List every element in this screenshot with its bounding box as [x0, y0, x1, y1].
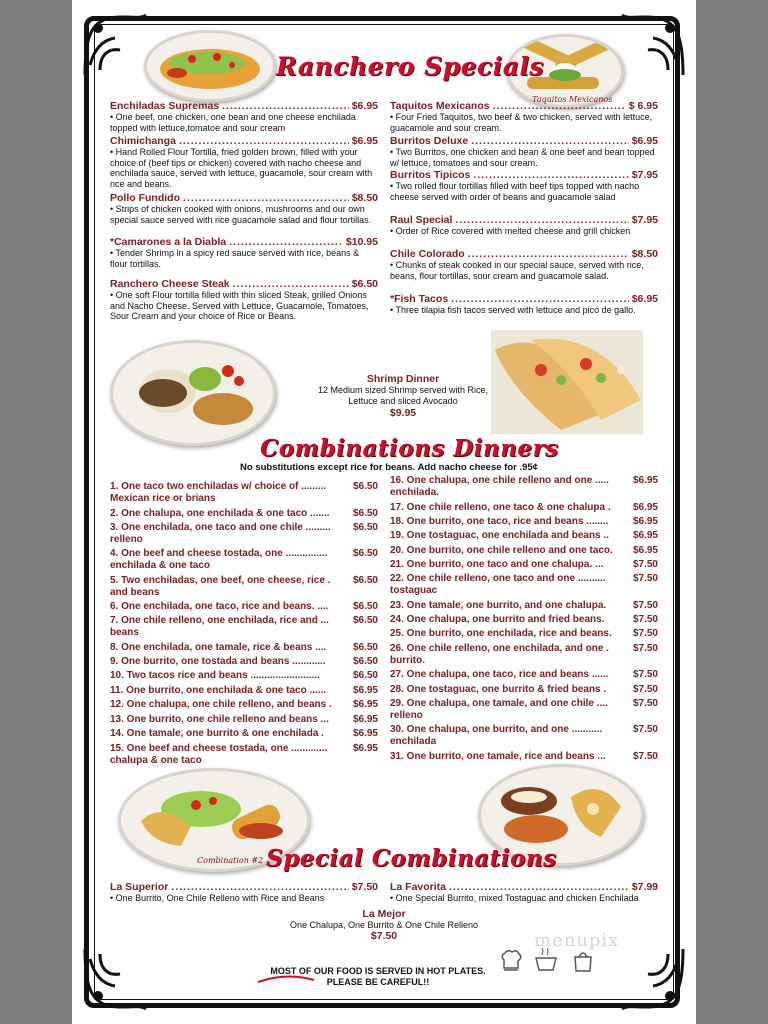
caption-taquitos: Taquitos Mexicanos	[532, 95, 613, 104]
menu-item	[390, 293, 658, 316]
combo-item-text: 4. One beef and cheese tostada, one ...............	[110, 548, 328, 559]
combo-item-price: $6.95	[352, 714, 378, 725]
combo-item-price: $7.50	[632, 751, 658, 762]
combo-item-price: $6.50	[352, 508, 378, 519]
combo-item	[110, 508, 378, 520]
combo-item-row	[110, 522, 378, 534]
combo-item	[110, 714, 378, 726]
menu-item-name: Burritos Deluxe	[390, 135, 469, 147]
caption-combination-2: Combination #2	[197, 856, 264, 865]
combo-item	[110, 522, 378, 546]
menu-item-name: La Superior	[110, 881, 169, 893]
combo-item	[390, 751, 658, 763]
combo-item	[110, 743, 378, 767]
combinations-note: No substitutions except rice for beans. Add nacho cheese for .95¢	[240, 462, 538, 473]
dot-leader	[451, 293, 629, 305]
combo-item	[390, 669, 658, 681]
combo-item	[110, 656, 378, 668]
combo-item-text: 9. One burrito, one tostada and beans ............	[110, 656, 326, 667]
ornament-corner-bottom-right	[618, 944, 688, 1014]
menu-item-name: Chile Colorado	[390, 248, 465, 260]
menu-item	[110, 278, 378, 322]
combo-item	[390, 724, 658, 748]
photo-camarones-plate	[110, 340, 276, 446]
combo-item-price: $6.95	[352, 685, 378, 696]
combo-item-row	[110, 670, 378, 682]
menu-item	[390, 881, 658, 904]
combo-item	[390, 559, 658, 571]
menu-item-description: • Three tilapia fish tacos served with lettuce and pico de gallo.	[390, 305, 636, 315]
menu-item-price: $6.95	[631, 293, 658, 305]
combo-item-row	[110, 728, 378, 740]
chef-hat-icon	[498, 948, 524, 974]
combo-item-text: 7. One chile relleno, one enchilada, rice and ...	[110, 615, 329, 626]
combo-item-row	[390, 724, 658, 736]
combo-item	[390, 573, 658, 597]
menu-item	[110, 135, 378, 189]
combo-item	[110, 699, 378, 711]
combo-item-text: 22. One chile relleno, one taco and one ..........	[390, 573, 606, 584]
combo-item-price: $6.95	[352, 699, 378, 710]
combo-item	[110, 601, 378, 613]
menu-item-header	[110, 135, 378, 147]
combo-item-price: $6.95	[632, 502, 658, 513]
menu-item	[110, 192, 378, 225]
combo-item	[110, 615, 378, 639]
combo-item-text: 30. One chalupa, one burrito, and one ...........	[390, 724, 603, 735]
combo-item-price: $7.50	[632, 600, 658, 611]
combo-item-price: $7.50	[632, 559, 658, 570]
combo-item-text: 14. One tamale, one burrito & one enchilada .	[110, 728, 324, 739]
combo-item-row	[110, 508, 378, 520]
combo-item-price: $6.95	[352, 728, 378, 739]
combo-item	[390, 530, 658, 542]
combo-item-text-continued: beans	[110, 627, 139, 638]
la-mejor	[272, 908, 496, 942]
combo-item	[390, 475, 658, 499]
la-mejor-price: $7.50	[370, 930, 398, 942]
combo-item-price: $6.50	[352, 656, 378, 667]
combo-item	[390, 516, 658, 528]
photo-fish-tacos	[491, 330, 643, 434]
combo-item-text-continued: enchilada	[390, 736, 437, 747]
combo-item-price: $6.95	[632, 475, 658, 486]
menu-item-description: • Four Fried Taquitos, two beef & two chicken, served with lettuce, guacamole and sour cream.	[390, 112, 653, 133]
menu-item-description: • One beef, one chicken, one bean and one cheese enchilada topped with lettuce,tomatoe and sour cream	[110, 112, 356, 133]
menu-item-name: Enchiladas Supremas	[110, 100, 220, 112]
watermark-icons	[498, 948, 596, 974]
menu-item-price: $8.50	[351, 192, 378, 204]
combo-item-text: 16. One chalupa, one chile relleno and one .....	[390, 475, 609, 486]
combo-item-price: $6.95	[352, 743, 378, 754]
combo-item-price: $7.50	[632, 573, 658, 584]
section-title-combinations: Combinations Dinners	[260, 435, 559, 462]
combo-item-row	[110, 642, 378, 654]
combo-item-row	[390, 614, 658, 626]
combo-item-row	[110, 699, 378, 711]
combo-item-row	[110, 601, 378, 613]
combo-item-text-continued: burrito.	[390, 655, 425, 666]
combo-item-text: 2. One chalupa, one enchilada & one taco .......	[110, 508, 330, 519]
la-mejor-desc: One Chalupa, One Burrito & One Chile Relleno	[289, 920, 479, 930]
combo-item-text: 3. One enchilada, one taco and one chile .........	[110, 522, 331, 533]
menu-item-header	[390, 169, 658, 181]
dot-leader	[171, 881, 348, 893]
menu-item-description: • Two rolled flour tortillas filled with beef tips topped with nacho cheese served with order of beans and guacamole salad	[390, 181, 640, 202]
menu-item-header	[110, 881, 378, 893]
ornament-corner-bottom-left	[80, 944, 150, 1014]
menu-item-price: $ 6.95	[628, 100, 658, 112]
combo-item-row	[390, 751, 658, 763]
menu-item-price: $10.95	[345, 236, 378, 248]
combo-item	[110, 685, 378, 697]
combo-item-text-continued: and beans	[110, 587, 160, 598]
menu-item-name: Taquitos Mexicanos	[390, 100, 490, 112]
swoosh-decoration	[256, 974, 316, 984]
combo-item-row	[110, 656, 378, 668]
combo-item-price: $7.50	[632, 698, 658, 709]
combo-item-price: $7.50	[632, 614, 658, 625]
menu-item-price: $6.95	[351, 100, 378, 112]
combo-item-text: 26. One chile relleno, one enchilada, and one .	[390, 643, 609, 654]
menu-item-name: Raul Special	[390, 214, 453, 226]
menu-item-price: $8.50	[631, 248, 658, 260]
combo-item-price: $7.50	[632, 628, 658, 639]
dot-leader	[183, 192, 349, 204]
combo-item-row	[110, 575, 378, 587]
menu-item-header	[390, 293, 658, 305]
menu-item-price: $7.50	[351, 881, 378, 893]
combo-item	[110, 670, 378, 682]
combo-item-text: 29. One chalupa, one tamale, and one chile ....	[390, 698, 608, 709]
combo-item	[390, 684, 658, 696]
combo-item-text: 27. One chalupa, one taco, rice and beans ......	[390, 669, 609, 680]
combo-item-text: 12. One chalupa, one chile relleno, and beans .	[110, 699, 332, 710]
menu-item	[390, 100, 658, 133]
menu-item-description: • Strips of chicken cooked with onions, mushrooms and our own special sauce served with rice guacamole salad and flour tortillas.	[110, 204, 372, 225]
combo-item	[390, 545, 658, 557]
combo-item-row	[390, 475, 658, 487]
combo-item-text-continued: tostaguac	[390, 585, 438, 596]
menu-item-header	[110, 278, 378, 290]
combo-item	[110, 575, 378, 599]
menu-item-price: $6.50	[351, 278, 378, 290]
combo-item-price: $6.50	[352, 548, 378, 559]
menu-item-header	[390, 214, 658, 226]
menu-item	[390, 169, 658, 202]
combo-item-price: $6.50	[352, 670, 378, 681]
menu-item-description: • One Special Burrito, mixed Tostaguac and chicken Enchilada	[390, 893, 639, 903]
menu-item-description: • Order of Rice covered with melted cheese and grill chicken	[390, 226, 631, 236]
combo-item	[390, 698, 658, 722]
menu-item-description: • One Burrito, One Chile Relleno with Rice and Beans	[110, 893, 325, 903]
dot-leader	[233, 278, 349, 290]
combo-item-text-continued: enchilada & one taco	[110, 560, 211, 571]
menu-item-description: • Two Burritos, one chicken and bean & one beef and bean topped w/ lettuce, tomatoes and sour cream.	[390, 147, 655, 168]
combo-item-row	[110, 685, 378, 697]
menu-item	[390, 214, 658, 237]
menu-item	[110, 236, 378, 269]
combo-item-price: $7.50	[632, 684, 658, 695]
combo-item-row	[110, 481, 378, 493]
combo-item-price: $6.50	[352, 642, 378, 653]
menu-item-header	[110, 100, 378, 112]
combo-item-text-continued: enchilada.	[390, 487, 439, 498]
shrimp-dinner-desc: 12 Medium sized Shrimp served with Rice, Lettuce and sliced Avocado	[317, 385, 489, 406]
menu-item-description: • Tender Shrimp in a spicy red sauce served with rice, beans & flour tortillas.	[110, 248, 360, 269]
combo-item-price: $6.50	[352, 615, 378, 626]
combo-item-row	[110, 714, 378, 726]
bag-icon	[570, 948, 596, 974]
menu-item-name: Burritos Tipicos	[390, 169, 471, 181]
warning-line-2: PLEASE BE CAREFUL!!	[326, 977, 430, 987]
combo-item-text: 21. One burrito, one taco and one chalupa. ...	[390, 559, 604, 570]
combo-item-row	[390, 669, 658, 681]
combo-item-text: 13. One burrito, one chile relleno and beans ...	[110, 714, 329, 725]
cup-icon	[532, 948, 562, 974]
menu-item	[110, 881, 378, 904]
combo-item-text: 28. One tostaguac, one burrito & fried beans .	[390, 684, 607, 695]
combo-item-text: 6. One enchilada, one taco, rice and beans. ....	[110, 601, 329, 612]
combo-item-price: $7.50	[632, 643, 658, 654]
combo-item-text: 19. One tostaguac, one enchilada and beans ..	[390, 530, 609, 541]
combo-item-text-continued: Mexican rice or brians	[110, 493, 216, 504]
combo-item-row	[390, 502, 658, 514]
menu-page	[72, 0, 696, 1024]
menu-item-name: Ranchero Cheese Steak	[110, 278, 230, 290]
menu-item-header	[390, 248, 658, 260]
la-mejor-name: La Mejor	[362, 908, 406, 920]
combo-item-text: 11. One burrito, one enchilada & one taco ......	[110, 685, 327, 696]
dot-leader	[455, 214, 628, 226]
combo-item-text: 10. Two tacos rice and beans .........................	[110, 670, 320, 681]
combo-item-text: 25. One burrito, one enchilada, rice and beans.	[390, 628, 612, 639]
menu-item-description: • One soft Flour tortilla filled with thin sliced Steak, grilled Onions and Nacho Cheese. Served with Lettuce, Guacamole, Tomatoes, Sour Cream and your choice of Rice or Beans.	[110, 290, 369, 322]
shrimp-dinner-price: $9.95	[389, 407, 417, 419]
menu-item-header	[110, 192, 378, 204]
combo-item-text: 1. One taco two enchiladas w/ choice of .........	[110, 481, 327, 492]
dot-leader	[493, 100, 626, 112]
menu-item-price: $6.95	[631, 135, 658, 147]
section-title-ranchero: Ranchero Specials	[276, 52, 545, 81]
combo-item-price: $6.95	[632, 545, 658, 556]
combo-item-row	[390, 684, 658, 696]
combo-item	[390, 502, 658, 514]
combo-item-price: $6.50	[352, 601, 378, 612]
combo-item-row	[110, 548, 378, 560]
combo-item-price: $7.50	[632, 669, 658, 680]
combo-item	[110, 728, 378, 740]
menu-item-description: • Hand Rolled Flour Tortilla, fried golden brown, filled with your choice of (beef tips or chicken) covered with nacho cheese and enchilada sauce, served with lettuce, guacamole, sour cream with rice and beans.	[110, 147, 373, 189]
combo-item-row	[110, 743, 378, 755]
combo-item-row	[110, 615, 378, 627]
menu-item	[110, 100, 378, 133]
combo-item	[110, 548, 378, 572]
ornament-corner-top-left	[80, 10, 150, 80]
combo-item-text: 23. One tamale, one burrito, and one chalupa.	[390, 600, 607, 611]
combo-item-price: $6.95	[632, 516, 658, 527]
combo-item-text: 18. One burrito, one taco, rice and beans ........	[390, 516, 609, 527]
combo-item-row	[390, 643, 658, 655]
menu-item-name: *Fish Tacos	[390, 293, 449, 305]
dot-leader	[229, 236, 343, 248]
combo-item-price: $6.50	[352, 522, 378, 533]
combo-item-text: 24. One chalupa, one burrito and fried beans.	[390, 614, 605, 625]
combo-item	[390, 643, 658, 667]
dot-leader	[179, 135, 349, 147]
menu-item-name: *Camarones a la Diabla	[110, 236, 227, 248]
menu-item-header	[390, 135, 658, 147]
menu-item	[390, 248, 658, 281]
shrimp-dinner	[308, 373, 498, 419]
photo-enchiladas-plate	[144, 30, 276, 102]
warning-line-1: MOST OF OUR FOOD IS SERVED IN HOT PLATES.	[270, 966, 486, 976]
combo-item-price: $6.95	[632, 530, 658, 541]
combo-item	[390, 628, 658, 640]
combo-item	[110, 642, 378, 654]
menu-item-name: La Favorita	[390, 881, 447, 893]
combo-item-text: 17. One chile relleno, one taco & one chalupa .	[390, 502, 611, 513]
combo-item-row	[390, 600, 658, 612]
combo-item-row	[390, 559, 658, 571]
combo-item-row	[390, 516, 658, 528]
combo-item	[110, 481, 378, 505]
combo-item-row	[390, 573, 658, 585]
combo-item-row	[390, 545, 658, 557]
menu-item-header	[390, 881, 658, 893]
menu-item-price: $6.95	[351, 135, 378, 147]
menu-item-name: Pollo Fundido	[110, 192, 180, 204]
combo-item-text: 31. One burrito, one tamale, rice and beans ...	[390, 751, 606, 762]
section-title-special: Special Combinations	[266, 845, 557, 872]
combo-item-text: 15. One beef and cheese tostada, one .............	[110, 743, 328, 754]
menupix-watermark: menupix	[534, 930, 620, 951]
menu-item-price: $7.95	[631, 169, 658, 181]
combo-item	[390, 614, 658, 626]
menu-item	[390, 135, 658, 168]
combo-item-row	[390, 628, 658, 640]
combo-item-price: $6.50	[352, 575, 378, 586]
dot-leader	[471, 135, 629, 147]
combo-item-text-continued: relleno	[110, 534, 143, 545]
combo-item-text-continued: relleno	[390, 710, 423, 721]
menu-item-price: $7.95	[631, 214, 658, 226]
dot-leader	[473, 169, 628, 181]
dot-leader	[222, 100, 349, 112]
dot-leader	[468, 248, 629, 260]
combo-item-text: 8. One enchilada, one tamale, rice & beans ....	[110, 642, 327, 653]
menu-item-price: $7.99	[631, 881, 658, 893]
menu-item-name: Chimichanga	[110, 135, 176, 147]
dot-leader	[449, 881, 629, 893]
ornament-corner-top-right	[618, 10, 688, 80]
combo-item-text-continued: chalupa & one taco	[110, 755, 202, 766]
combo-item-price: $7.50	[632, 724, 658, 735]
menu-item-header	[390, 100, 658, 112]
menu-item-header	[110, 236, 378, 248]
combo-item-text: 20. One burrito, one chile relleno and one taco.	[390, 545, 613, 556]
combo-item-row	[390, 530, 658, 542]
combo-item-text: 5. Two enchiladas, one beef, one cheese, rice .	[110, 575, 331, 586]
combo-item-row	[390, 698, 658, 710]
shrimp-dinner-name: Shrimp Dinner	[366, 373, 440, 385]
combo-item-price: $6.50	[352, 481, 378, 492]
combo-item	[390, 600, 658, 612]
menu-item-description: • Chunks of steak cooked in our special sauce, served with rice, beans, flour tortillas, sour cream and guacamole salad.	[390, 260, 644, 281]
